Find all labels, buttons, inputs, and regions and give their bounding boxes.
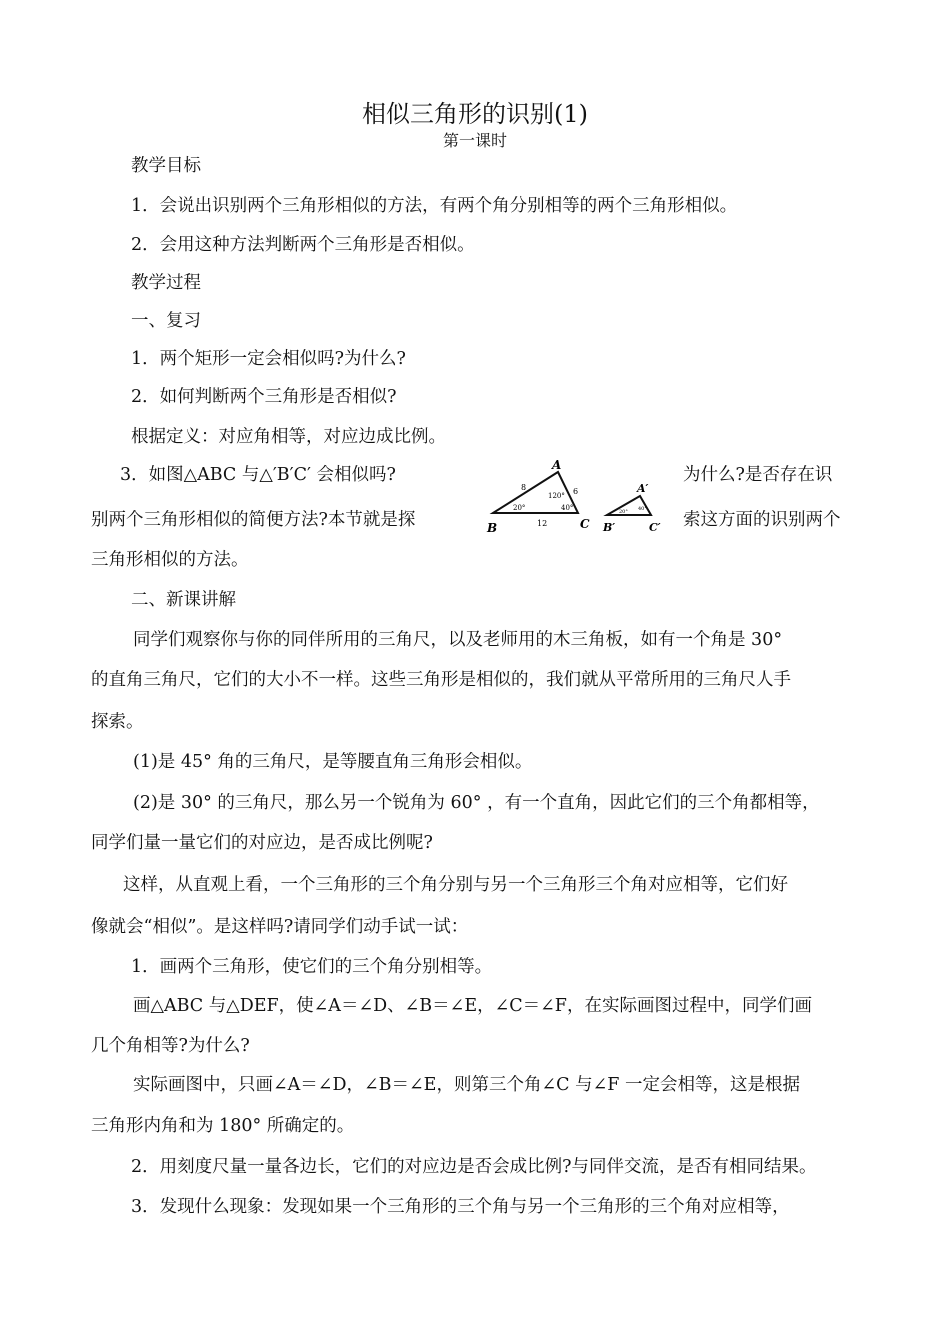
text-line: 3．发现什么现象：发现如果一个三角形的三个角与另一个三角形的三个角对应相等， <box>131 1197 790 1217</box>
vertex-a: A <box>552 458 562 472</box>
text-line: 一、复习 <box>131 311 201 331</box>
text-line: (1)是 45° 角的三角尺，是等腰直角三角形会相似。 <box>133 752 533 772</box>
page-title: 相似三角形的识别(1) <box>362 100 588 128</box>
text-line: 几个角相等?为什么? <box>91 1036 250 1056</box>
text-line: 教学目标 <box>131 156 201 176</box>
angle-a-label: 120° <box>548 492 565 500</box>
text-line: 探索。 <box>91 712 144 732</box>
text-line: (2)是 30° 的三角尺，那么另一个锐角为 60° ，有一个直角，因此它们的三个角都相等， <box>133 793 820 813</box>
vertex-c: C <box>580 517 590 531</box>
side-bc-label: 12 <box>537 519 548 528</box>
text-line: 2．如何判断两个三角形是否相似? <box>131 387 397 407</box>
text-line: 1．会说出识别两个三角形相似的方法，有两个角分别相等的两个三角形相似。 <box>131 196 738 216</box>
vertex-b2: B′ <box>603 521 616 534</box>
text-line: 二、新课讲解 <box>131 590 236 610</box>
text-line: 为什么?是否存在识 <box>683 465 833 485</box>
side-ab-label: 8 <box>521 483 527 492</box>
text-line: 三角形相似的方法。 <box>91 550 249 570</box>
text-line: 根据定义：对应角相等，对应边成比例。 <box>131 427 446 447</box>
text-line: 索这方面的识别两个 <box>683 510 841 530</box>
triangles-figure <box>485 458 675 538</box>
text-line: 实际画图中，只画∠A＝∠D，∠B＝∠E，则第三个角∠C 与∠F 一定会相等，这是根据 <box>133 1075 800 1095</box>
text-line: 1．两个矩形一定会相似吗?为什么? <box>131 349 406 369</box>
vertex-a2: A′ <box>637 482 649 495</box>
text-line: 1．画两个三角形，使它们的三个角分别相等。 <box>131 957 493 977</box>
text-line: 同学们观察你与你的同伴所用的三角尺，以及老师用的木三角板，如有一个角是 30° <box>133 630 783 650</box>
text-line: 教学过程 <box>131 273 201 293</box>
text-line: 同学们量一量它们的对应边，是否成比例呢? <box>91 833 433 853</box>
angle-c-label: 40° <box>561 504 574 512</box>
text-line: 的直角三角尺，它们的大小不一样。这些三角形是相似的，我们就从平常所用的三角尺人手 <box>91 670 791 690</box>
small-angle-b-label: 20° <box>619 509 628 515</box>
text-line: 画△ABC 与△DEF，使∠A＝∠D、∠B＝∠E，∠C＝∠F，在实际画图过程中，同学们画 <box>133 996 812 1016</box>
side-ac-label: 6 <box>573 487 579 496</box>
vertex-c2: C′ <box>649 521 661 534</box>
text-line: 这样，从直观上看，一个三角形的三个角分别与另一个三角形三个角对应相等，它们好 <box>123 875 788 895</box>
small-angle-c-label: 40° <box>638 506 647 512</box>
text-line: 三角形内角和为 180° 所确定的。 <box>91 1116 355 1136</box>
text-line: 3．如图△ABC 与△′B′C′ 会相似吗? <box>120 465 396 485</box>
page-subtitle: 第一课时 <box>442 131 507 150</box>
vertex-b: B <box>487 521 498 535</box>
angle-b-label: 20° <box>513 504 526 512</box>
text-line: 2．会用这种方法判断两个三角形是否相似。 <box>131 235 475 255</box>
text-line: 2．用刻度尺量一量各边长，它们的对应边是否会成比例?与同伴交流，是否有相同结果。 <box>131 1157 817 1177</box>
text-line: 别两个三角形相似的简便方法?本节就是探 <box>91 510 416 530</box>
text-line: 像就会“相似”。是这样吗?请同学们动手试一试： <box>91 917 469 937</box>
